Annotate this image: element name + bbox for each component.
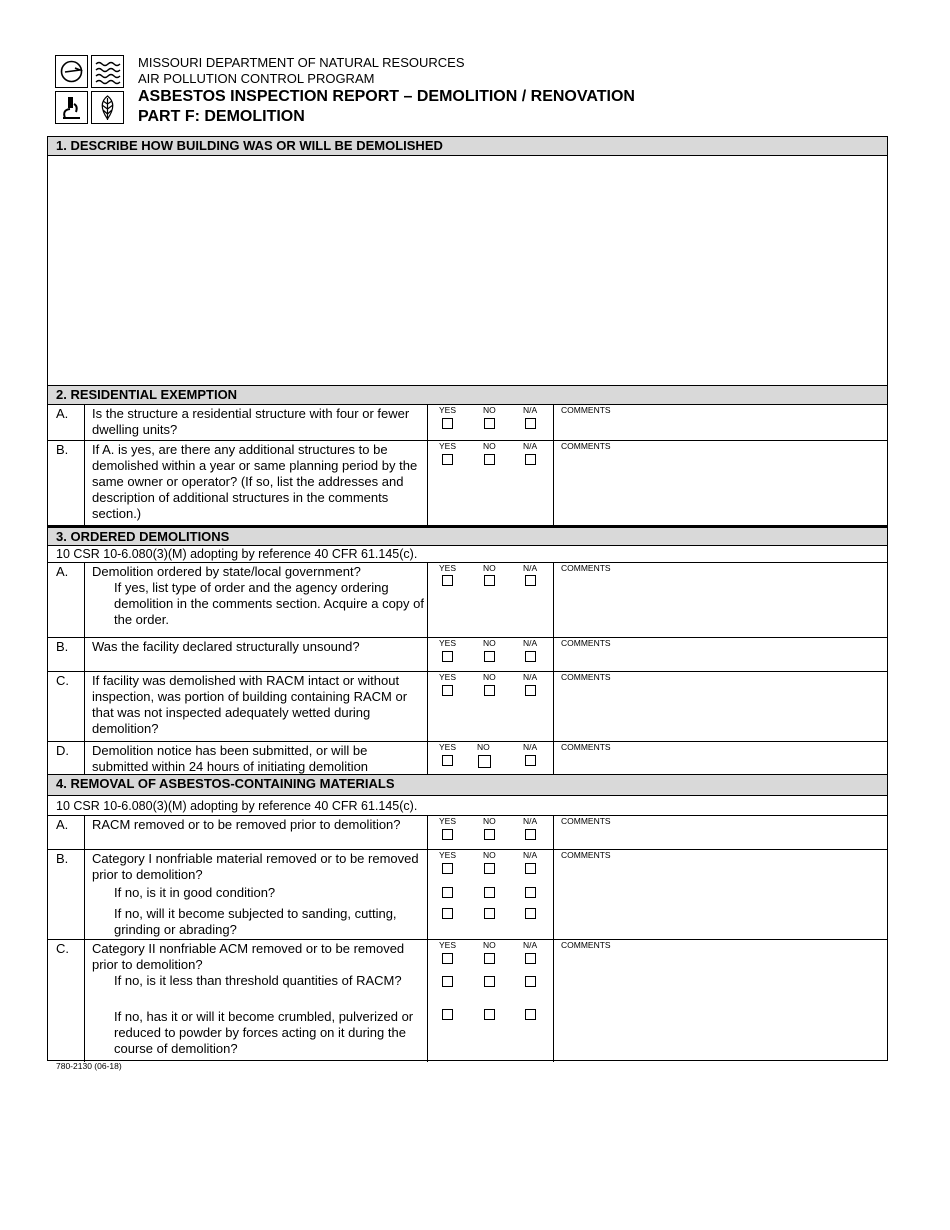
row-letter: B. <box>56 639 69 654</box>
question-text: Was the facility declared structurally unsound? <box>92 639 360 654</box>
na-checkbox-sub1[interactable] <box>525 976 536 987</box>
na-checkbox[interactable] <box>525 418 536 429</box>
comments-label: COMMENTS <box>561 441 611 451</box>
yes-label: YES <box>439 816 457 826</box>
comments-label: COMMENTS <box>561 638 611 648</box>
section-3-heading: 3. ORDERED DEMOLITIONS <box>48 526 887 546</box>
question-text: Is the structure a residential structure with four or fewer dwelling units? <box>92 406 410 437</box>
demolition-form <box>47 136 888 1061</box>
section-2-row-a <box>48 405 887 441</box>
question-text: If facility was demolished with RACM intact or without inspection, was portion of building containing RACM or that was not inspected adequately wetted during demolition? <box>92 673 408 736</box>
no-label: NO <box>483 441 496 451</box>
comments-label: COMMENTS <box>561 940 611 950</box>
no-checkbox-sub2[interactable] <box>484 1009 495 1020</box>
section-4-row-c <box>48 940 887 1062</box>
na-checkbox[interactable] <box>525 755 536 766</box>
row-letter: B. <box>56 851 69 866</box>
section-3-row-d <box>48 742 887 775</box>
no-checkbox[interactable] <box>484 863 495 874</box>
no-checkbox-sub1[interactable] <box>484 976 495 987</box>
question-subtext-2: If no, will it become subjected to sanding, cutting, grinding or abrading? <box>114 906 397 937</box>
na-label: N/A <box>523 672 538 682</box>
section-1-heading: 1. DESCRIBE HOW BUILDING WAS OR WILL BE DEMOLISHED <box>48 137 887 156</box>
yes-label: YES <box>439 940 457 950</box>
no-checkbox[interactable] <box>484 454 495 465</box>
program-name: AIR POLLUTION CONTROL PROGRAM <box>138 71 375 86</box>
comments-label: COMMENTS <box>561 816 611 826</box>
no-checkbox[interactable] <box>484 685 495 696</box>
comments-label: COMMENTS <box>561 850 611 860</box>
no-label: NO <box>483 672 496 682</box>
na-label: N/A <box>523 742 538 752</box>
yes-label: YES <box>439 672 457 682</box>
no-checkbox-sub1[interactable] <box>484 887 495 898</box>
na-checkbox[interactable] <box>525 575 536 586</box>
no-label: NO <box>483 850 496 860</box>
water-waves-icon <box>91 55 124 88</box>
yes-label: YES <box>439 742 457 752</box>
yes-checkbox[interactable] <box>442 829 453 840</box>
row-letter: D. <box>56 743 69 758</box>
question-text: Demolition notice has been submitted, or will be submitted within 24 hours of initiating demolition <box>92 743 369 774</box>
question-text: Category II nonfriable ACM removed or to be removed prior to demolition? <box>92 941 405 972</box>
section-4-row-a <box>48 816 887 850</box>
section-3-row-a <box>48 563 887 638</box>
dnr-logo <box>55 55 125 125</box>
question-text: RACM removed or to be removed prior to demolition? <box>92 817 401 832</box>
yes-label: YES <box>439 638 457 648</box>
section-3-row-b <box>48 638 887 672</box>
row-letter: B. <box>56 442 69 457</box>
section-4-row-b <box>48 850 887 940</box>
yes-checkbox-sub2[interactable] <box>442 1009 453 1020</box>
yes-checkbox[interactable] <box>442 454 453 465</box>
na-checkbox[interactable] <box>525 829 536 840</box>
na-checkbox[interactable] <box>525 454 536 465</box>
no-label: NO <box>483 816 496 826</box>
na-checkbox-sub1[interactable] <box>525 887 536 898</box>
yes-label: YES <box>439 405 457 415</box>
na-label: N/A <box>523 940 538 950</box>
yes-label: YES <box>439 850 457 860</box>
yes-checkbox[interactable] <box>442 953 453 964</box>
na-label: N/A <box>523 850 538 860</box>
question-text: Category I nonfriable material removed or to be removed prior to demolition? <box>92 851 419 882</box>
report-part: PART F: DEMOLITION <box>138 108 305 125</box>
row-letter: C. <box>56 941 69 956</box>
row-letter: C. <box>56 673 69 688</box>
no-checkbox[interactable] <box>484 575 495 586</box>
question-text: Demolition ordered by state/local government? <box>92 564 361 579</box>
comments-label: COMMENTS <box>561 563 611 573</box>
na-label: N/A <box>523 816 538 826</box>
no-label: NO <box>483 940 496 950</box>
no-label: NO <box>483 405 496 415</box>
no-checkbox[interactable] <box>484 953 495 964</box>
na-checkbox[interactable] <box>525 863 536 874</box>
section-3-row-c <box>48 672 887 742</box>
no-checkbox[interactable] <box>484 651 495 662</box>
form-number: 780-2130 (06-18) <box>56 1061 122 1071</box>
no-checkbox[interactable] <box>484 829 495 840</box>
yes-checkbox[interactable] <box>442 863 453 874</box>
yes-label: YES <box>439 441 457 451</box>
section-2-heading: 2. RESIDENTIAL EXEMPTION <box>48 385 887 405</box>
na-checkbox[interactable] <box>525 953 536 964</box>
comments-label: COMMENTS <box>561 672 611 682</box>
yes-checkbox-sub1[interactable] <box>442 976 453 987</box>
leaf-icon <box>91 91 124 124</box>
no-checkbox-sub2[interactable] <box>484 908 495 919</box>
na-checkbox-sub2[interactable] <box>525 1009 536 1020</box>
row-letter: A. <box>56 564 69 579</box>
no-label: NO <box>483 563 496 573</box>
section-4-heading: 4. REMOVAL OF ASBESTOS-CONTAINING MATERIALS <box>48 775 887 796</box>
no-checkbox[interactable] <box>478 755 491 768</box>
na-label: N/A <box>523 441 538 451</box>
section-3-reference: 10 CSR 10-6.080(3)(M) adopting by reference 40 CFR 61.145(c). <box>48 546 887 563</box>
question-subtext-2: If no, has it or will it become crumbled, pulverized or reduced to powder by forces acting on it during the course of demolition? <box>114 1009 414 1056</box>
row-letter: A. <box>56 406 69 421</box>
yes-checkbox[interactable] <box>442 575 453 586</box>
agency-name: MISSOURI DEPARTMENT OF NATURAL RESOURCES <box>138 55 465 70</box>
yes-label: YES <box>439 563 457 573</box>
yes-checkbox-sub1[interactable] <box>442 887 453 898</box>
comments-label: COMMENTS <box>561 742 611 752</box>
question-subtext-1: If no, is it less than threshold quantities of RACM? <box>114 973 402 988</box>
section-4-reference: 10 CSR 10-6.080(3)(M) adopting by reference 40 CFR 61.145(c). <box>48 796 887 816</box>
na-label: N/A <box>523 638 538 648</box>
yes-checkbox[interactable] <box>442 685 453 696</box>
na-label: N/A <box>523 563 538 573</box>
na-checkbox[interactable] <box>525 651 536 662</box>
na-checkbox[interactable] <box>525 685 536 696</box>
na-label: N/A <box>523 405 538 415</box>
question-subtext: If yes, list type of order and the agency ordering demolition in the comments section. Acquire a copy of the order. <box>114 580 424 627</box>
microscope-icon <box>55 91 88 124</box>
no-checkbox[interactable] <box>484 418 495 429</box>
section-2-row-b <box>48 441 887 526</box>
yes-checkbox[interactable] <box>442 418 453 429</box>
yes-checkbox[interactable] <box>442 651 453 662</box>
compass-icon <box>55 55 88 88</box>
yes-checkbox[interactable] <box>442 755 453 766</box>
report-title: ASBESTOS INSPECTION REPORT – DEMOLITION / RENOVATION <box>138 88 635 105</box>
demolition-description-input[interactable] <box>48 156 891 389</box>
question-text: If A. is yes, are there any additional structures to be demolished within a year or same planning period by the same owner or operator? (If so, list the addresses and description of additional structures in the comments section.) <box>92 442 418 521</box>
comments-label: COMMENTS <box>561 405 611 415</box>
question-subtext-1: If no, is it in good condition? <box>114 885 276 900</box>
row-letter: A. <box>56 817 69 832</box>
yes-checkbox-sub2[interactable] <box>442 908 453 919</box>
na-checkbox-sub2[interactable] <box>525 908 536 919</box>
no-label: NO <box>477 742 490 752</box>
no-label: NO <box>483 638 496 648</box>
